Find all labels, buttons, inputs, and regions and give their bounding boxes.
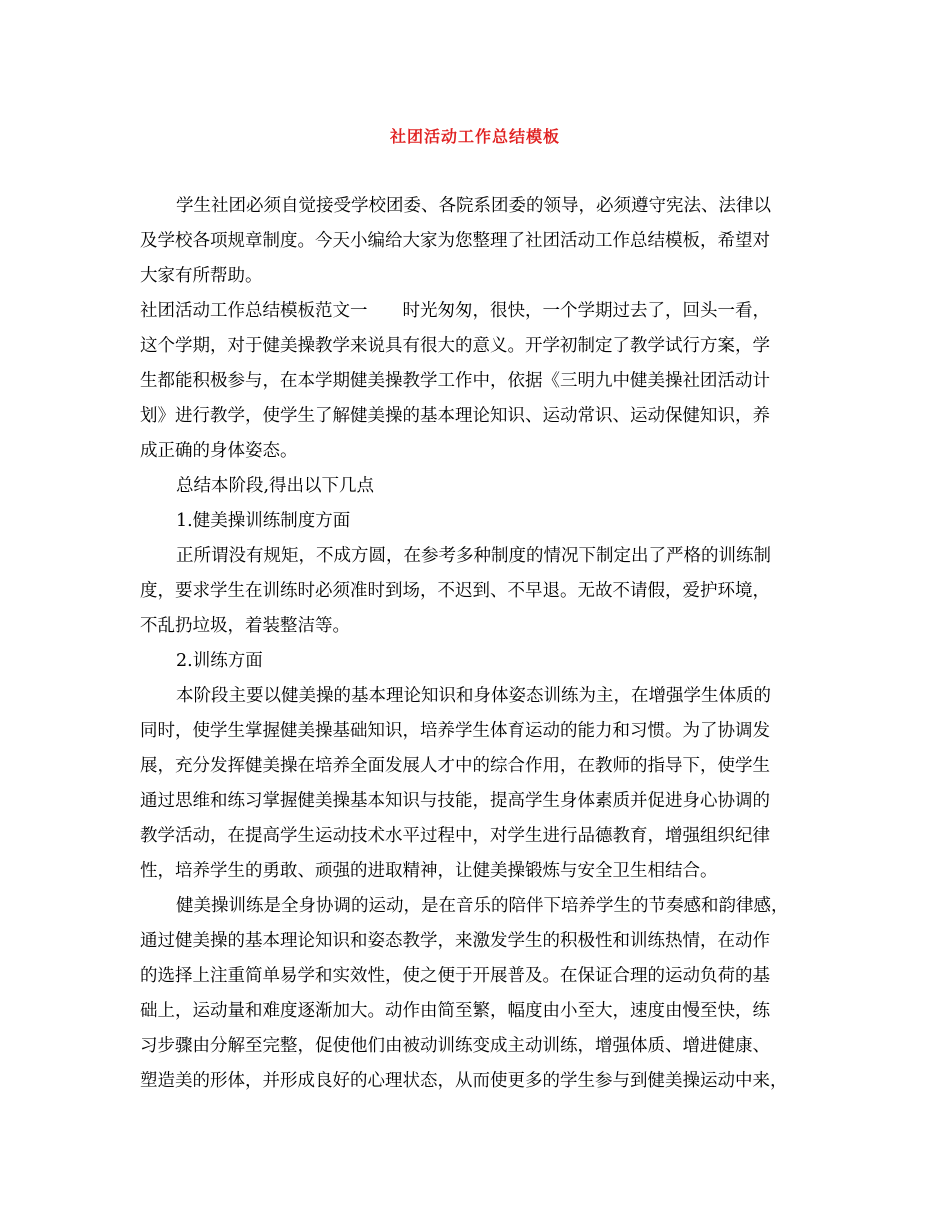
paragraph-line: 正所谓没有规矩，不成方圆，在参考多种制度的情况下制定出了严格的训练制: [176, 546, 771, 566]
paragraph-line: 学生社团必须自觉接受学校团委、各院系团委的领导，必须遵守宪法、法律以: [176, 196, 771, 216]
document-title: 社团活动工作总结模板: [389, 127, 560, 146]
paragraph-line: 度，要求学生在训练时必须准时到场，不迟到、不早退。无故不请假，爱护环境，: [140, 581, 770, 601]
paragraph-line: 1.健美操训练制度方面: [176, 511, 351, 531]
paragraph-line: 习步骤由分解至完整，促使他们由被动训练变成主动训练，增强体质、增进健康、: [140, 1036, 770, 1056]
paragraph-line: 这个学期，对于健美操教学来说具有很大的意义。开学初制定了教学试行方案，学: [140, 336, 770, 356]
paragraph-line: 及学校各项规章制度。今天小编给大家为您整理了社团活动工作总结模板，希望对: [140, 231, 770, 251]
paragraph-line: 不乱扔垃圾，着装整洁等。: [140, 616, 350, 636]
paragraph-line: 生都能积极参与，在本学期健美操教学工作中，依据《三明九中健美操社团活动计: [140, 371, 770, 391]
paragraph-line: 总结本阶段,得出以下几点: [176, 476, 375, 496]
paragraph-line: 塑造美的形体，并形成良好的心理状态，从而使更多的学生参与到健美操运动中来，: [140, 1071, 788, 1091]
paragraph-line: 教学活动，在提高学生运动技术水平过程中，对学生进行品德教育，增强组织纪律: [140, 826, 770, 846]
paragraph-line: 社团活动工作总结模板范文一 时光匆匆，很快，一个学期过去了，回头一看，: [140, 301, 770, 321]
paragraph-line: 展，充分发挥健美操在培养全面发展人才中的综合作用，在教师的指导下，使学生: [140, 756, 770, 776]
paragraph-line: 同时，使学生掌握健美操基础知识，培养学生体育运动的能力和习惯。为了协调发: [140, 721, 770, 741]
paragraph-line: 通过健美操的基本理论知识和姿态教学，来激发学生的积极性和训练热情，在动作: [140, 931, 770, 951]
paragraph-line: 通过思维和练习掌握健美操基本知识与技能，提高学生身体素质并促进身心协调的: [140, 791, 770, 811]
paragraph-line: 本阶段主要以健美操的基本理论知识和身体姿态训练为主，在增强学生体质的: [176, 686, 771, 706]
paragraph-line: 划》进行教学，使学生了解健美操的基本理论知识、运动常识、运动保健知识，养: [140, 406, 770, 426]
paragraph-line: 2.训练方面: [176, 651, 263, 671]
paragraph-line: 的选择上注重简单易学和实效性，使之便于开展普及。在保证合理的运动负荷的基: [140, 966, 770, 986]
paragraph-line: 成正确的身体姿态。: [140, 441, 298, 461]
paragraph-line: 性，培养学生的勇敢、顽强的进取精神，让健美操锻炼与安全卫生相结合。: [140, 861, 718, 881]
paragraph-line: 健美操训练是全身协调的运动，是在音乐的陪伴下培养学生的节奏感和韵律感，: [176, 896, 789, 916]
paragraph-line: 础上，运动量和难度逐渐加大。动作由简至繁，幅度由小至大，速度由慢至快，练: [140, 1001, 770, 1021]
paragraph-line: 大家有所帮助。: [140, 266, 263, 286]
